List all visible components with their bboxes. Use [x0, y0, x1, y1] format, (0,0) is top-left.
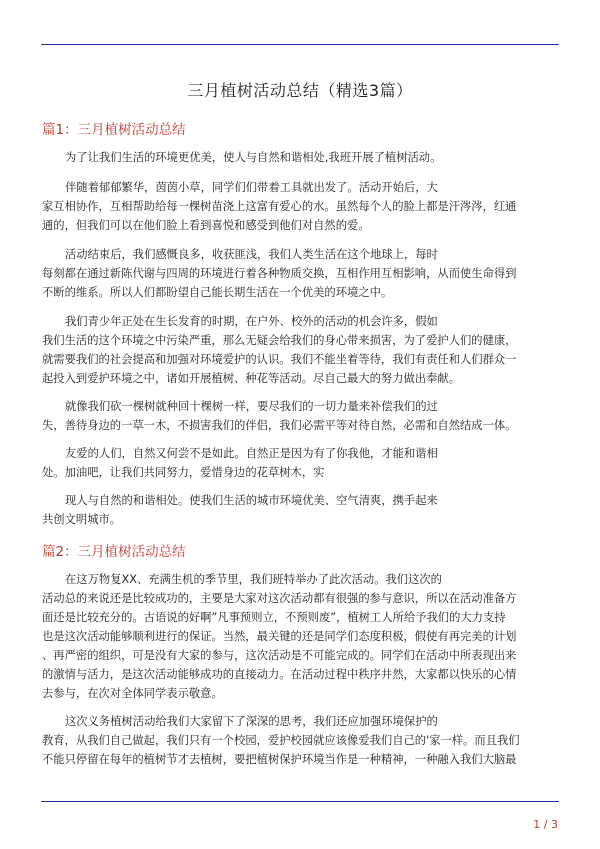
text-line: 不能只停留在每年的植树节才去植树，要把植树保护环境当作是一种精神，一种融入我们大脑最 — [42, 753, 517, 766]
section-1-paragraph-3 — [42, 245, 558, 302]
section-1-heading: 篇1：三月植树活动总结 — [42, 122, 186, 138]
text-line: 不断的维系。所以人们都盼望自己能长期生活在一个优美的环境之中。 — [42, 286, 393, 299]
document-title: 三月植树活动总结（精选3篇） — [187, 81, 413, 100]
text-line: 也是这次活动能够顺利进行的保证。当然，最关键的还是同学们态度积极，假使有再完美的计划 — [42, 630, 517, 643]
text-line: 处。加油吧，让我们共同努力，爱惜身边的花草树木，实 — [42, 466, 325, 479]
section-1-paragraph-1 — [42, 148, 558, 167]
text-line: 为了让我们生活的环境更优美，使人与自然和谐相处,我班开展了植树活动。 — [65, 151, 442, 164]
section-1-paragraph-2 — [42, 178, 558, 235]
section-1-paragraph-4 — [42, 312, 558, 388]
text-line: 活动结束后，我们感慨良多，收获匪浅，我们人类生活在这个地球上，每时 — [65, 248, 438, 261]
text-line: 现人与自然的和谐相处。使我们生活的城市环境优美、空气清爽，携手起来 — [65, 494, 438, 507]
text-line: 面还是比较充分的。古语说的好啊”凡事预则立，不预则废”，植树工人所给予我们的大力支持 — [42, 611, 506, 624]
section-1-paragraph-5 — [42, 397, 558, 435]
text-line: 、再严密的组织，可是没有大家的参与，这次活动是不可能完成的。同学们在活动中所表现出来 — [42, 649, 517, 662]
text-line: 伴随着郁郁繁华，茵茵小草，同学们们带着工具就出发了。活动开始后，大 — [65, 181, 438, 194]
text-line: 通的，但我们可以在他们脸上看到喜悦和感受到他们对自然的爱。 — [42, 219, 370, 232]
header-rule — [41, 44, 559, 45]
text-line: 我们生活的这个环境之中污染严重，那么无疑会给我们的身心带来损害，为了爱护人们的健康， — [42, 334, 517, 347]
section-2-heading: 篇2：三月植树活动总结 — [42, 544, 186, 560]
text-line: 每刻都在通过新陈代谢与四周的环境进行着各种物质交换，互相作用互相影响，从而使生命得到 — [42, 267, 517, 280]
text-line: 这次义务植树活动给我们大家留下了深深的思考，我们还应加强环境保护的 — [65, 715, 438, 728]
section-1-paragraph-6 — [42, 444, 558, 482]
footer-rule — [41, 801, 559, 802]
text-line: 去参与，在次对全体同学表示敬意。 — [42, 687, 223, 700]
text-line: 在这万物复XX、充满生机的季节里，我们班特举办了此次活动。我们这次的 — [65, 573, 442, 586]
section-2-paragraph-2 — [42, 712, 558, 769]
text-line: 失，善待身边的一草一木，不损害我们的伴侣，我们必需平等对待自然，必需和自然结成一体。 — [42, 419, 517, 432]
text-line: 的激情与活力，是这次活动能够成功的直接动力。在活动过程中秩序井然，大家都以快乐的心情 — [42, 668, 517, 681]
text-line: 就需要我们的社会提高和加强对环境爱护的认识。我们不能坐着等待，我们有责任和人们群众一 — [42, 353, 517, 366]
text-line: 起投入到爱护环境之中，诸如开展植树、种花等活动。尽自己最大的努力做出奉献。 — [42, 372, 460, 385]
text-line: 共创文明城市。 — [42, 513, 122, 526]
text-line: 家互相协作，互相帮助给每一棵树苗浇上这富有爱心的水。虽然每个人的脸上都是汗涔涔，红通 — [42, 200, 517, 213]
text-line: 我们青少年正处在生长发育的时期，在户外、校外的活动的机会许多，假如 — [65, 315, 438, 328]
text-line: 教育，从我们自己做起，我们只有一个校园，爱护校园就应该像爱我们自己的'家一样。而且我们 — [42, 734, 520, 747]
section-1-paragraph-7 — [42, 491, 558, 529]
text-line: 就像我们砍一棵树就种回十棵树一样，要尽我们的一切力量来补偿我们的过 — [65, 400, 438, 413]
text-line: 活动总的来说还是比较成功的，主要是大家对这次活动都有很强的参与意识，所以在活动准备方 — [42, 592, 517, 605]
text-line: 友爱的人们，自然又何尝不是如此。自然正是因为有了你我他，才能和谐相 — [65, 447, 438, 460]
section-2-paragraph-1 — [42, 570, 558, 703]
page-number: 1 / 3 — [533, 818, 558, 831]
